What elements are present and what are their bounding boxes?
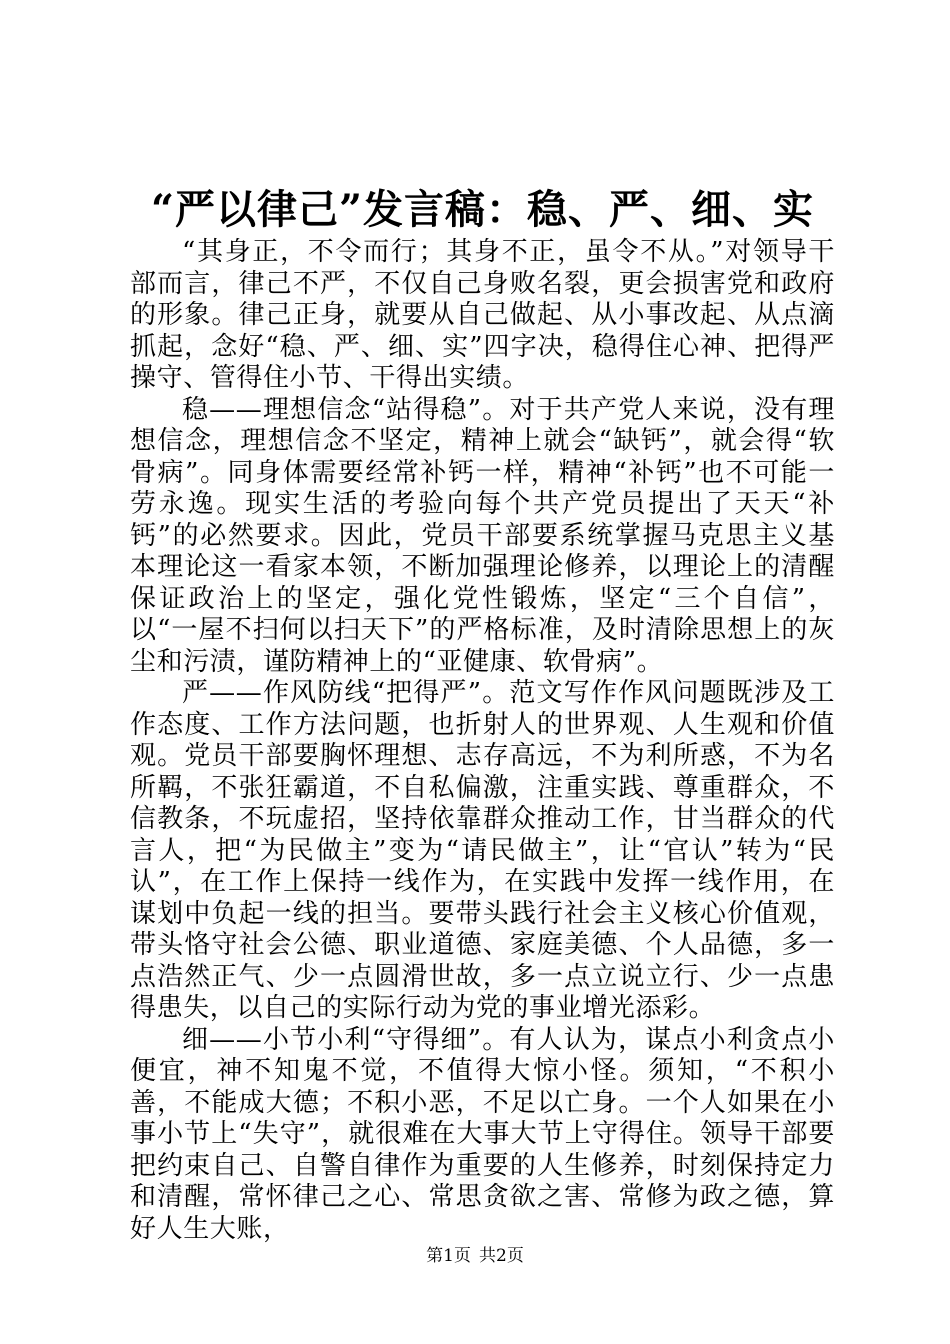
paragraph-wen: 稳——理想信念“站得稳”。对于共产党人来说，没有理想信念，理想信念不坚定，精神上就会“缺钙”，就会得“软骨病”。同身体需要经常补钙一样，精神“补钙”也不可能一劳永逸。现实生活的考验向每个共产党员提出了天天“补钙”的必然要求。因此，党员干部要系统掌握马克思主义基本理论这一看家本领，不断加强理论修养，以理论上的清醒保证政治上的坚定，强化党性锻炼，坚定“三个自信”，以“一屋不扫何以扫天下”的严格标准，及时清除思想上的灰尘和污渍，谨防精神上的“亚健康、软骨病”。 bbox=[130, 394, 835, 677]
paragraph-xi: 细——小节小利“守得细”。有人认为，谋点小利贪点小便宜，神不知鬼不觉，不值得大惊小怪。须知，“不积小善，不能成大德；不积小恶，不足以亡身。一个人如果在小事小节上“失守”，就很难在大事大节上守得住。领导干部要把约束自己、自警自律作为重要的人生修养，时刻保持定力和清醒，常怀律己之心、常思贪欲之害、常修为政之德，算好人生大账， bbox=[130, 1024, 835, 1244]
page-number-current: 第1页 bbox=[426, 1246, 471, 1266]
page-number-total: 共2页 bbox=[479, 1246, 524, 1266]
document-title: “严以律己”发言稿：稳、严、细、实 bbox=[150, 186, 814, 233]
page-footer bbox=[0, 1244, 950, 1268]
paragraph-intro: “其身正，不令而行；其身不正，虽令不从。”对领导干部而言，律己不严，不仅自己身败名裂，更会损害党和政府的形象。律己正身，就要从自己做起、从小事改起、从点滴抓起，念好“稳、严、细、实”四字决，稳得住心神、把得严操守、管得住小节、干得出实绩。 bbox=[130, 237, 835, 393]
paragraph-yan: 严——作风防线“把得严”。范文写作作风问题既涉及工作态度、工作方法问题，也折射人的世界观、人生观和价值观。党员干部要胸怀理想、志存高远，不为利所惑，不为名所羁，不张狂霸道，不自私偏激，注重实践、尊重群众，不信教条，不玩虚招，坚持依靠群众推动工作，甘当群众的代言人，把“为民做主”变为“请民做主”，让“官认”转为“民认”，在工作上保持一线作为，在实践中发挥一线作用，在谋划中负起一线的担当。要带头践行社会主义核心价值观，带头恪守社会公德、职业道德、家庭美德、个人品德，多一点浩然正气、少一点圆滑世故，多一点立说立行、少一点患得患失，以自己的实际行动为党的事业增光添彩。 bbox=[130, 678, 835, 1023]
document-body bbox=[130, 237, 835, 1245]
